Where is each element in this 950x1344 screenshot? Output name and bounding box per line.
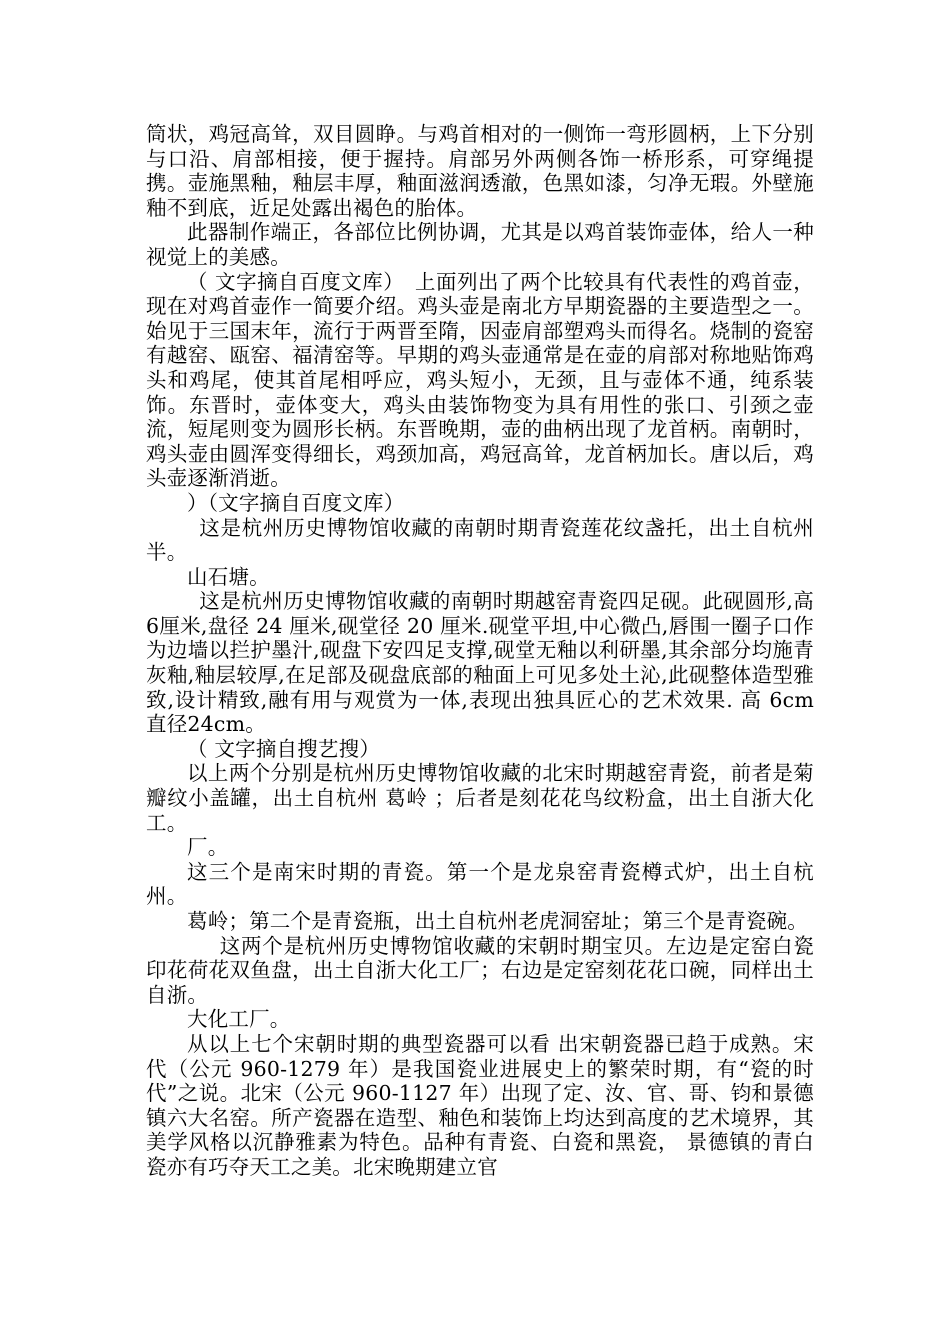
document-body <box>146 122 814 1180</box>
paragraph: 葛岭；第二个是青瓷瓶，出土自杭州老虎洞窑址；第三个是青瓷碗。 <box>187 909 808 933</box>
paragraph: 厂。 <box>187 835 229 860</box>
paragraph: 大化工厂。 <box>187 1007 291 1032</box>
paragraph: 这两个是杭州历史博物馆收藏的宋朝时期宝贝。左边是定窑白瓷印花荷花双鱼盘，出土自浙大化工厂；右边是定窑刻花花口碗，同样出土自浙。 <box>146 933 814 1007</box>
paragraph: 这三个是南宋时期的青瓷。第一个是龙泉窑青瓷樽式炉，出土自杭州。 <box>146 859 814 909</box>
paragraph: 此器制作端正，各部位比例协调，尤其是以鸡首装饰壶体，给人一种视觉上的美感。 <box>146 220 814 269</box>
paragraph-continuation: 筒状，鸡冠高耸，双目圆睁。与鸡首相对的一侧饰一弯形圆柄，上下分别与口沿、肩部相接，便于握持。肩部另外两侧各饰一桥形系，可穿绳提携。壶施黑釉，釉层丰厚，釉面滋润透澈，色黑如漆，匀净无瑕。外壁施釉不到底，近足处露出褐色的胎体。 <box>146 122 814 220</box>
paragraph: 这是杭州历史博物馆收藏的南朝时期越窑青瓷四足砚。此砚圆形,高 6厘米,盘径 24 厘米,砚堂径 20 厘米.砚堂平坦,中心微凸,唇围一圈子口作为边墙以拦护墨汁,砚盘下安四足支撑,砚堂无釉以利研墨,其余部分均施青灰釉,釉层较厚,在足部及砚盘底部的釉面上可见多处土沁,此砚整体造型雅致,设计精致,融有用与观赏为一体,表现出独具匠心的艺术效果. 高 6cm 直径24cm。 <box>146 589 814 737</box>
paragraph: 山石塘。 <box>187 564 270 589</box>
paragraph: 从以上七个宋朝时期的典型瓷器可以看 出宋朝瓷器已趋于成熟。宋代（公元 960-1279 年）是我国瓷业进展史上的繁荣时期，有“瓷的时代”之说。北宋（公元 960-1127 年）出现了定、汝、官、哥、钧和景德镇六大名窑。所产瓷器在造型、釉色和装饰上均达到高度的艺术境界，其美学风格以沉静雅素为特色。品种有青瓷、白瓷和黑瓷， 景德镇的青白瓷亦有巧夺天工之美。北宋晚期建立官 <box>146 1031 814 1179</box>
source-note: ）（文字摘自百度文库） <box>187 490 405 515</box>
paragraph: 以上两个分别是杭州历史博物馆收藏的北宋时期越窑青瓷，前者是菊瓣纹小盖罐，出土自杭州 葛岭 ；后者是刻花花鸟纹粉盒，出土自浙大化工。 <box>146 761 814 835</box>
paragraph: （ 文字摘自百度文库） 上面列出了两个比较具有代表性的鸡首壶，现在对鸡首壶作一简要介绍。鸡头壶是南北方早期瓷器的主要造型之一。始见于三国末年，流行于两晋至隋，因壶肩部塑鸡头而得名。烧制的瓷窑有越窑、瓯窑、福清窑等。早期的鸡头壶通常是在壶的肩部对称地贴饰鸡头和鸡尾，使其首尾相呼应，鸡头短小，无颈，且与壶体不通，纯系装饰。东晋时，壶体变大，鸡头由装饰物变为具有用性的张口、引颈之壶流，短尾则变为圆形长柄。东晋晚期，壶的曲柄出现了龙首柄。南朝时，鸡头壶由圆浑变得细长，鸡颈加高，鸡冠高耸，龙首柄加长。唐以后，鸡头壶逐渐消逝。 <box>146 269 814 491</box>
source-note: （ 文字摘自搜艺搜） <box>187 736 381 761</box>
paragraph: 这是杭州历史博物馆收藏的南朝时期青瓷莲花纹盏托，出土自杭州半。 <box>146 515 814 565</box>
